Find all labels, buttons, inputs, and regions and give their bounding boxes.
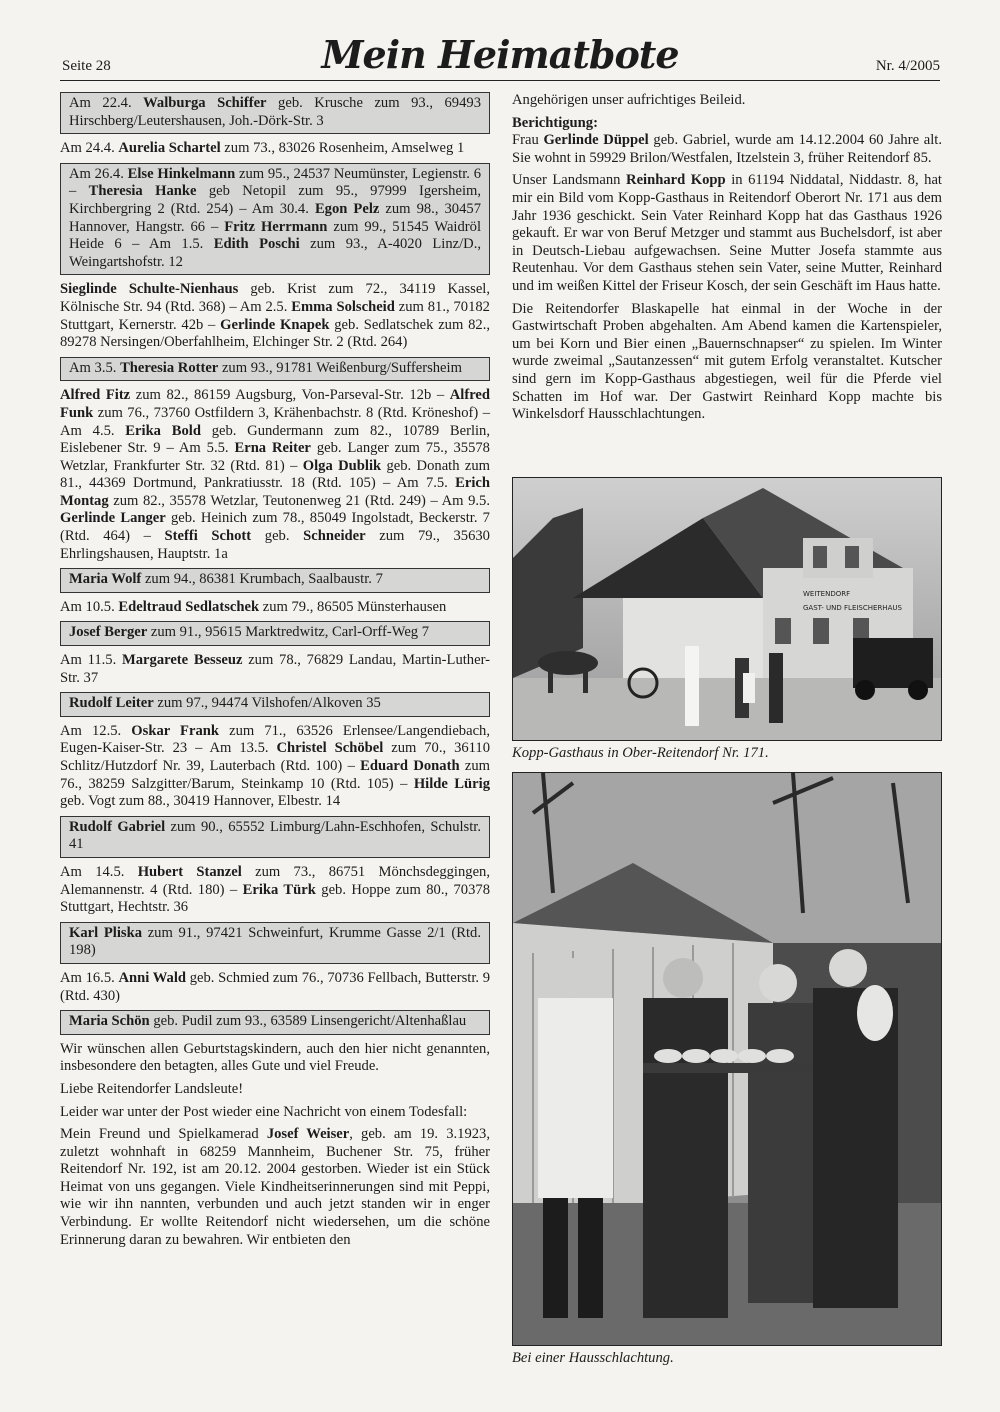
birthday-entry-box [60,92,490,134]
text-run: geb. Gabriel, wurde am 14.12.2004 60 Jahre alt. Sie wohnt in 59929 Brilon/Westfalen, Itzelstein 3, früher Reitendorf 85. [512,132,942,166]
text-run: zum 91., 95615 Marktredwitz, Carl-Orff-Weg 7 [147,624,430,641]
section-heading [512,115,942,133]
hausschlachtung-caption: Bei einer Hausschlachtung. [512,1350,674,1366]
text-run: Am 12.5. [60,722,132,739]
person-name: Alfred Fitz [60,387,131,404]
person-name: Aurelia Schartel [118,140,221,157]
masthead-title: Mein Heimatbote [321,32,679,77]
person-name: Maria Wolf [69,571,142,588]
text-run: geb. Donath zum 81., 44369 Dortmund, Pankratiusstr. 18 (Rtd. 105) – Am 7.5. [60,457,490,492]
text-paragraph [60,1081,490,1099]
text-run: zum 76., 38259 Salzgitter/Barum, Steinkamp 10 (Rtd. 105) – [60,758,490,792]
text-run: zum 73., 83026 Rosenheim, Amselweg 1 [220,140,465,157]
text-run: zum 90., 65552 Limburg/Lahn-Eschhofen, Schulstr. 41 [69,818,481,853]
person-name: Edeltraud Sedlatschek [118,598,260,615]
hausschlachtung-photo [512,772,942,1346]
person-name: Anni Wald [118,969,187,986]
person-name: Erna Reiter [234,440,311,457]
text-run: geb Netopil zum 95., 97999 Igersheim, Kirchbergring 2 (Rtd. 254) – Am 30.4. [69,183,481,217]
text-paragraph [60,1104,490,1122]
person-name: Rudolf Leiter [69,695,154,712]
person-name: Steffi Schott [164,528,252,545]
text-run: Am 24.4. [60,140,119,157]
person-name: Else Hinkelmann [127,165,236,182]
article-paragraph [512,172,942,295]
person-name: Walburga Schiffer [143,95,267,111]
text-paragraph [60,864,490,917]
text-run: Am 11.5. [60,652,122,669]
text-run: zum 97., 94474 Vilshofen/Alkoven 35 [153,695,381,712]
birthday-entry-box [60,692,490,717]
person-name: Hilde Lürig [413,775,490,792]
person-name: Karl Pliska [69,924,142,941]
person-name: Maria Schön [69,1013,150,1030]
text-run: Wir wünschen allen Geburtstagskindern, auch den hier nicht genannten, insbesondere den betagten, alles Gute und viel Freude. [60,1040,490,1075]
text-run: geb. Heinich zum 78., 85049 Ingolstadt, Beckerstr. 7 (Rtd. 464) – [60,510,490,545]
right-column [512,92,942,429]
text-run: geb. Langer zum 75., 35578 Wetzlar, Frankfurter Str. 32 (Rtd. 81) – [60,440,490,474]
gasthaus-photo [512,477,942,741]
text-run: geb. Krist zum 72., 34119 Kassel, Kölnische Str. 94 (Rtd. 368) – Am 2.5. [60,281,491,315]
person-name: Emma Solscheid [291,298,395,315]
person-name: Edith Poschi [213,236,300,253]
text-run: geb. Schmied zum 76., 70736 Fellbach, Butterstr. 9 (Rtd. 430) [60,969,491,1004]
text-run: , geb. am 19. 3.1923, zuletzt wohnhaft in 68259 Mannheim, Buchener Str. 75, früher Reitendorf Nr. 192, ist am 20.12. 2004 gestorben. Wieder ist ein Stück Heimat von uns gegangen. Viele Kindheitserinnerungen sind mit Peppi, wie wir ihn nannten, verbunden und auch jetzt standen wir in enger Verbindung. Er wollte Reitendorf nicht wiedersehen, um die schöne Erinnerung daran zu bewahren. Wir entbieten den [60,1126,490,1248]
birthday-entry-box [60,568,490,593]
gasthaus-caption: Kopp-Gasthaus in Ober-Reitendorf Nr. 171. [512,745,769,761]
person-name: Erich Montag [60,475,490,509]
text-run: zum 79., 86505 Münsterhausen [259,598,447,615]
issue-number: Nr. 4/2005 [875,58,940,74]
text-run: Am 14.5. [60,863,138,880]
person-name: Gerlinde Knapek [220,316,330,333]
article-paragraph [512,132,942,167]
text-run: zum 99., 51545 Waidröl Heide 6 – Am 1.5. [69,218,481,253]
text-run: Am 26.4. [69,165,128,182]
birthday-entry-box [60,922,490,964]
text-paragraph [60,387,490,563]
text-run: zum 73., 86751 Mönchsdeggingen, Alemannenstr. 4 (Rtd. 180) – [60,863,491,898]
text-run: Leider war unter der Post wieder eine Nachricht von einem Todesfall: [60,1103,468,1120]
text-run: Die Reitendorfer Blaskapelle hat einmal in der Woche in der Gastwirtschaft Proben abgehalten. Am Abend kamen die Kartenspieler, um bei Korn und Bier einen „Bauernschnapser“ zu spielen. Im Winter wurde zweimal „Sautanzessen“ mit gutem Erfolg veranstaltet. Kutscher sind gern im Kopp-Gasthaus abgestiegen, weil für die Pferde viel Schatten im Hof war. Der Gastwirt Reinhard Kopp machte bis Winkelsdorf Hausschlachtungen. [512,300,942,423]
text-run: geb. Gundermann zum 82., 10789 Berlin, Eislebener Str. 9 – Am 5.5. [60,422,490,457]
text-paragraph [60,140,490,158]
building-sign: GAST- UND FLEISCHERHAUS [803,604,902,612]
person-name: Erika Bold [125,422,201,439]
birthday-entry-box [60,163,490,276]
birthday-entry-box [60,1010,490,1035]
text-run: zum 70., 36110 Schlitz/Hutzdorf Nr. 39, Lauterbach (Rtd. 100) – [60,740,491,774]
person-name: Theresia Hanke [88,183,197,200]
page-number: Seite 28 [62,58,111,74]
person-name: Josef Berger [69,624,148,641]
text-run: Am 22.4. [69,95,144,111]
person-name: Olga Dublik [302,457,382,474]
text-run: geb. Pudil zum 93., 63589 Linsengericht/Altenhaßlau [149,1013,467,1030]
person-name: Oskar Frank [131,722,219,739]
text-run: Am 10.5. [60,598,119,615]
text-run: zum 93., 91781 Weißenburg/Suffersheim [218,359,462,376]
text-paragraph [60,652,490,687]
text-paragraph [60,723,490,811]
left-column [60,92,490,1254]
person-name: Christel Schöbel [276,740,384,757]
person-name: Rudolf Gabriel [69,818,166,835]
text-run: zum 93., A-4020 Linz/D., Weingartshofstr. 12 [69,236,481,270]
text-run: zum 81., 70182 Stuttgart, Kernerstr. 42b – [60,298,490,333]
person-name: Gerlinde Langer [60,510,166,527]
article-paragraph [512,92,942,110]
birthday-entry-box [60,621,490,646]
text-run: zum 82., 35578 Wetzlar, Teutonenweg 21 (Rtd. 249) – Am 9.5. [108,492,490,509]
header-rule [60,80,940,81]
text-run: zum 79., 35630 Ehrlingshausen, Hauptstr. 1a [60,528,490,562]
person-name: Egon Pelz [314,200,380,217]
person-name: Schneider [303,528,366,545]
text-paragraph [60,970,490,1005]
building-sign-name: WEITENDORF [803,590,851,598]
text-run: in 61194 Niddatal, Niddastr. 8, hat mir ein Bild vom Kopp-Gasthaus in Reitendorf Oberort Nr. 171 aus dem Jahr 1936 geschickt. Sein Vater Reinhard Kopp hat das Gasthaus 1926 gekauft. Er war von Beruf Metzger und stammt aus Buchelsdorf, ist aber in Deutsch-Liebau aufgewachsen. Seine Mutter Josefa stammte aus Reutenhau. Vor dem Gasthaus stehen sein Vater, seine Mutter, Reinhard und im weißen Kittel der Friseur Kosch, der sein Geschäft im Haus hatte. [512,172,942,294]
text-run: zum 94., 86381 Krumbach, Saalbaustr. 7 [141,571,383,588]
text-run: zum 82., 86159 Augsburg, Von-Parseval-Str. 12b – [130,387,450,404]
person-name: Gerlinde Düppel [543,132,649,149]
text-run: Am 16.5. [60,969,119,986]
text-paragraph [60,281,490,351]
text-run: zum 91., 97421 Schweinfurt, Krumme Gasse 2/1 (Rtd. 198) [69,924,481,959]
person-name: Eduard Donath [360,758,460,774]
person-name: Theresia Rotter [120,359,219,376]
text-run: zum 78., 76829 Landau, Martin-Luther-Str. 37 [60,652,491,686]
text-run: Mein Freund und Spielkamerad [60,1126,267,1143]
person-name: Reinhard Kopp [626,172,726,189]
text-run: zum 98., 30457 Hannover, Hangstr. 66 – [69,200,481,235]
person-name: Margarete Besseuz [121,652,243,669]
text-run: geb. Sedlatschek zum 82., 89278 Nersingen/Oberfahlheim, Elchinger Str. 2 (Rtd. 264) [60,316,490,351]
person-name: Josef Weiser [266,1126,350,1143]
birthday-entry-box [60,816,490,858]
text-run: zum 76., 73760 Ostfildern 3, Krähenbachstr. 8 (Rtd. Kröneshof) – Am 4.5. [60,404,490,439]
text-run: Liebe Reitendorfer Landsleute! [60,1080,244,1097]
article-paragraph [512,301,942,424]
text-run: geb. Hoppe zum 80., 70378 Stuttgart, Hechtstr. 36 [60,881,490,916]
text-run: zum 95., 24537 Neumünster, Legienstr. 6 – [69,165,481,200]
text-run: Angehörigen unser aufrichtiges Beileid. [512,92,746,108]
text-run: geb. Krusche zum 93., 69493 Hirschberg/Leutershausen, Joh.-Dörk-Str. 3 [69,95,481,129]
text-run: geb. Vogt zum 88., 30419 Hannover, Elbestr. 14 [60,793,341,810]
person-name: Erika Türk [242,881,316,898]
text-run: Am 3.5. [69,359,121,376]
text-paragraph [60,1041,490,1076]
text-run: Unser Landsmann [512,172,627,189]
text-run: zum 71., 63526 Erlensee/Langendiebach, Eugen-Kaiser-Str. 23 – Am 13.5. [60,722,490,757]
person-name: Sieglinde Schulte-Nienhaus [60,281,239,298]
text-run: Frau [512,132,544,149]
text-paragraph [60,1126,490,1249]
birthday-entry-box [60,357,490,382]
person-name: Fritz Herrmann [224,218,328,235]
person-name: Hubert Stanzel [137,863,242,880]
person-name: Berichtigung: [512,114,598,131]
text-paragraph [60,599,490,617]
text-run: geb. [251,528,304,545]
person-name: Alfred Funk [60,387,491,421]
